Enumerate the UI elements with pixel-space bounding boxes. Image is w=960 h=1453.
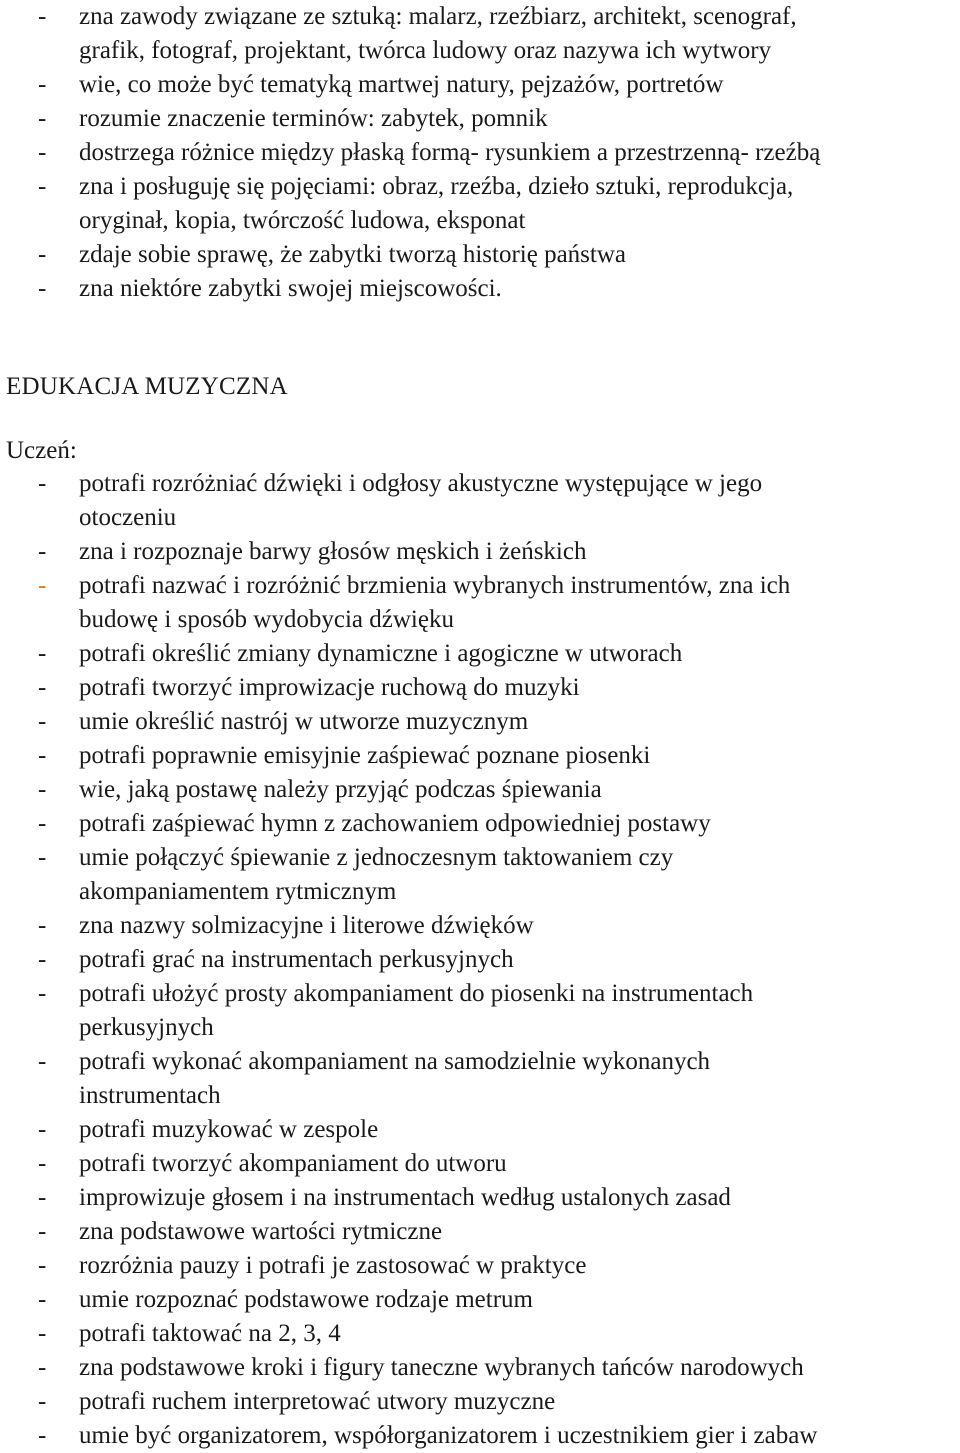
list-item — [0, 705, 960, 739]
list-item-text: potrafi ruchem interpretować utwory muzyczne — [79, 1388, 556, 1415]
dash-bullet: - — [38, 275, 47, 302]
list-item — [0, 272, 960, 306]
list-item-text: potrafi wykonać akompaniament na samodzielnie wykonanych — [79, 1048, 711, 1075]
dash-bullet: - — [38, 708, 47, 735]
dash-bullet: - — [38, 139, 47, 166]
dash-bullet: - — [38, 674, 47, 701]
list-item-text: zna i posługuję się pojęciami: obraz, rzeźba, dzieło sztuki, reprodukcja, — [79, 173, 794, 200]
dash-bullet: - — [38, 1252, 47, 1279]
list-item — [0, 977, 960, 1045]
list-item-text: otoczeniu — [79, 504, 177, 531]
list-item — [0, 943, 960, 977]
dash-bullet: - — [38, 71, 47, 98]
dash-bullet: - — [38, 1388, 47, 1415]
dash-bullet: - — [38, 1184, 47, 1211]
list-item-text: zna zawody związane ze sztuką: malarz, rzeźbiarz, architekt, scenograf, — [79, 3, 797, 30]
list-item-text: umie być organizatorem, współorganizatorem i uczestnikiem gier i zabaw — [79, 1422, 818, 1449]
dash-bullet: - — [38, 173, 47, 200]
dash-bullet: - — [38, 572, 47, 599]
dash-bullet: - — [38, 912, 47, 939]
list-item-text: zna podstawowe kroki i figury taneczne wybranych tańców narodowych — [79, 1354, 804, 1381]
list-item-text: instrumentach — [79, 1082, 221, 1109]
dash-bullet: - — [38, 1354, 47, 1381]
list-item-text: wie, co może być tematyką martwej natury, pejzażów, portretów — [79, 71, 724, 98]
list-item — [0, 170, 960, 238]
list-item — [0, 1215, 960, 1249]
list-item — [0, 136, 960, 170]
list-item-text: potrafi poprawnie emisyjnie zaśpiewać poznane piosenki — [79, 742, 651, 769]
list-item — [0, 1113, 960, 1147]
dash-bullet: - — [38, 470, 47, 497]
list-item-text: potrafi zaśpiewać hymn z zachowaniem odpowiedniej postawy — [79, 810, 711, 837]
list-item — [0, 0, 960, 68]
dash-bullet: - — [38, 241, 47, 268]
list-item-text: potrafi nazwać i rozróżnić brzmienia wybranych instrumentów, zna ich — [79, 572, 791, 599]
list-item-text: potrafi określić zmiany dynamiczne i agogiczne w utworach — [79, 640, 683, 667]
list-item-text: zna i rozpoznaje barwy głosów męskich i żeńskich — [79, 538, 587, 565]
list-item-text: potrafi rozróżniać dźwięki i odgłosy akustyczne występujące w jego — [79, 470, 763, 497]
pupil-label: Uczeń: — [6, 437, 77, 464]
list-item-text: potrafi grać na instrumentach perkusyjnych — [79, 946, 514, 973]
dash-bullet: - — [38, 844, 47, 871]
list-item-text: zna niektóre zabytki swojej miejscowości. — [79, 275, 502, 302]
list-item — [0, 1181, 960, 1215]
dash-bullet: - — [38, 640, 47, 667]
list-item — [0, 1419, 960, 1453]
list-item-text: akompaniamentem rytmicznym — [79, 878, 397, 905]
list-item — [0, 1045, 960, 1113]
list-item-text: rozróżnia pauzy i potrafi je zastosować w praktyce — [79, 1252, 587, 1279]
dash-bullet: - — [38, 1048, 47, 1075]
list-item — [0, 739, 960, 773]
list-item-text: budowę i sposób wydobycia dźwięku — [79, 606, 454, 633]
list-item — [0, 467, 960, 535]
list-item-text: umie określić nastrój w utworze muzycznym — [79, 708, 529, 735]
dash-bullet: - — [38, 105, 47, 132]
list-item — [0, 841, 960, 909]
list-item — [0, 1283, 960, 1317]
list-item — [0, 909, 960, 943]
list-item — [0, 535, 960, 569]
art-skills-list — [0, 0, 960, 306]
list-item-text: zna nazwy solmizacyjne i literowe dźwięków — [79, 912, 534, 939]
list-item-text: potrafi taktować na 2, 3, 4 — [79, 1320, 341, 1347]
list-item-text: potrafi tworzyć akompaniament do utworu — [79, 1150, 507, 1177]
list-item — [0, 1385, 960, 1419]
list-item — [0, 807, 960, 841]
list-item-text: potrafi muzykować w zespole — [79, 1116, 379, 1143]
list-item — [0, 671, 960, 705]
dash-bullet: - — [38, 776, 47, 803]
list-item — [0, 637, 960, 671]
dash-bullet: - — [38, 538, 47, 565]
music-skills-list — [0, 467, 960, 1453]
list-item — [0, 1317, 960, 1351]
list-item — [0, 569, 960, 637]
dash-bullet: - — [38, 810, 47, 837]
dash-bullet: - — [38, 1422, 47, 1449]
dash-bullet: - — [38, 1150, 47, 1177]
list-item-text: wie, jaką postawę należy przyjąć podczas śpiewania — [79, 776, 602, 803]
list-item-text: oryginał, kopia, twórczość ludowa, eksponat — [79, 207, 526, 234]
list-item — [0, 1249, 960, 1283]
list-item-text: rozumie znaczenie terminów: zabytek, pomnik — [79, 105, 548, 132]
dash-bullet: - — [38, 1218, 47, 1245]
dash-bullet: - — [38, 3, 47, 30]
list-item-text: perkusyjnych — [79, 1014, 214, 1041]
list-item-text: zdaje sobie sprawę, że zabytki tworzą historię państwa — [79, 241, 627, 268]
list-item-text: zna podstawowe wartości rytmiczne — [79, 1218, 443, 1245]
list-item — [0, 238, 960, 272]
dash-bullet: - — [38, 980, 47, 1007]
dash-bullet: - — [38, 946, 47, 973]
list-item-text: dostrzega różnice między płaską formą- rysunkiem a przestrzenną- rzeźbą — [79, 139, 821, 166]
list-item-text: potrafi tworzyć improwizacje ruchową do muzyki — [79, 674, 580, 701]
section-heading-music: EDUKACJA MUZYCZNA — [6, 373, 288, 400]
dash-bullet: - — [38, 742, 47, 769]
list-item-text: umie połączyć śpiewanie z jednoczesnym taktowaniem czy — [79, 844, 674, 871]
list-item — [0, 773, 960, 807]
list-item-text: umie rozpoznać podstawowe rodzaje metrum — [79, 1286, 533, 1313]
list-item-text: improwizuje głosem i na instrumentach według ustalonych zasad — [79, 1184, 731, 1211]
dash-bullet: - — [38, 1320, 47, 1347]
dash-bullet: - — [38, 1116, 47, 1143]
list-item-text: grafik, fotograf, projektant, twórca ludowy oraz nazywa ich wytwory — [79, 37, 772, 64]
dash-bullet: - — [38, 1286, 47, 1313]
list-item — [0, 102, 960, 136]
list-item-text: potrafi ułożyć prosty akompaniament do piosenki na instrumentach — [79, 980, 754, 1007]
list-item — [0, 68, 960, 102]
list-item — [0, 1147, 960, 1181]
list-item — [0, 1351, 960, 1385]
